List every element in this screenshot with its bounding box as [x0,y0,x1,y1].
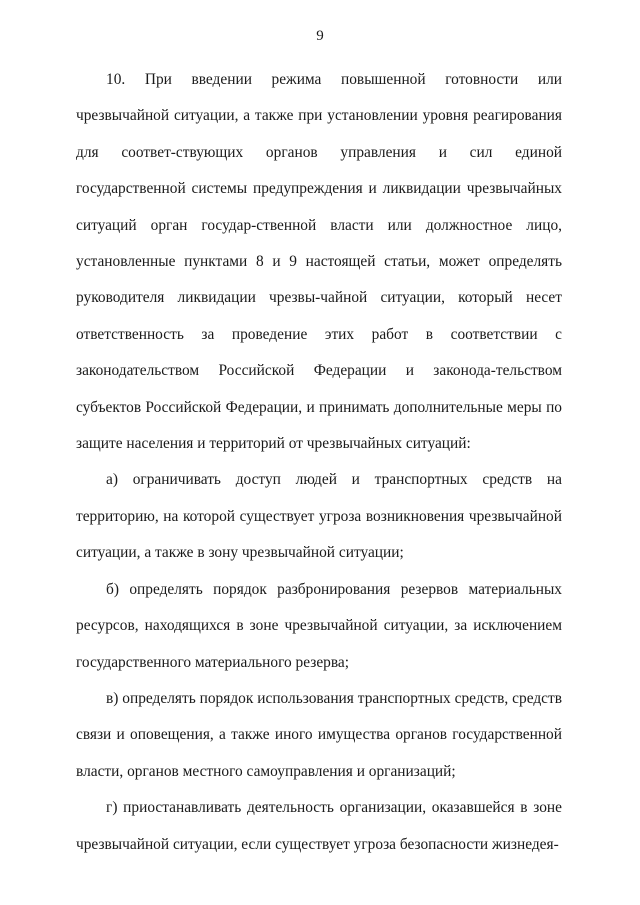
paragraph-item-g: г) приостанавливать деятельность организации, оказавшейся в зоне чрезвычайной ситуации, если существует угроза безопасности жизнедея- [76,799,562,853]
document-body [76,62,562,863]
paragraph-10: 10. При введении режима повышенной готовности или чрезвычайной ситуации, а также при установлении уровня реагирования для соответ-ствующих органов управления и сил единой государственной системы предупреждения и ликвидации чрезвычайных ситуаций орган государ-ственной власти или должностное лицо, установленные пунктами 8 и 9 настоящей статьи, может определять руководителя ликвидации чрезвы-чайной ситуации, который несет ответственность за проведение этих работ в соответствии с законодательством Российской Федерации и законода-тельством субъектов Российской Федерации, и принимать дополнительные меры по защите населения и территорий от чрезвычайных ситуаций: [76,71,562,453]
paragraph-item-v: в) определять порядок использования транспортных средств, средств связи и оповещения, а также иного имущества органов государственной власти, органов местного самоуправления и организаций; [76,689,562,780]
paragraph-item-a: а) ограничивать доступ людей и транспортных средств на территорию, на которой существует угроза возникновения чрезвычайной ситуации, а также в зону чрезвычайной ситуации; [76,471,562,562]
paragraph-item-b: б) определять порядок разбронирования резервов материальных ресурсов, находящихся в зоне чрезвычайной ситуации, за исключением государственного материального резерва; [76,580,562,671]
page-number: 9 [316,28,324,44]
